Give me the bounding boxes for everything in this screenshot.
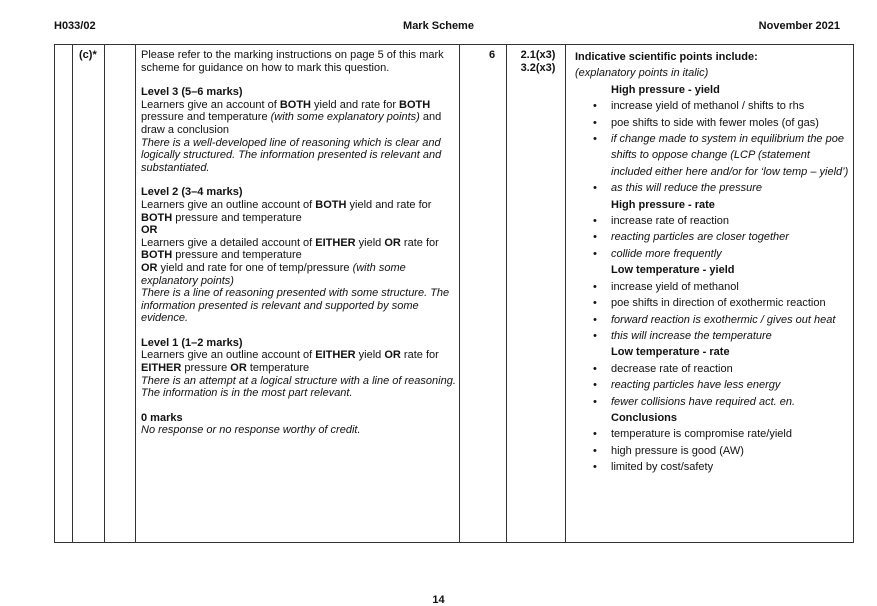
level-1-heading: Level 1 (1–2 marks) <box>141 336 243 349</box>
answer-point: • poe shifts to side with fewer moles (of gas) <box>575 115 851 131</box>
answer-point: • high pressure is good (AW) <box>575 443 851 459</box>
level-0-heading: 0 marks <box>141 411 183 424</box>
level-3-block <box>141 86 459 174</box>
answer-section-heading: Low temperature - rate <box>611 346 730 359</box>
column-divider <box>104 45 105 542</box>
level-2-block <box>141 186 459 325</box>
answer-point: • reacting particles are closer together <box>575 229 851 245</box>
answer-point-list <box>575 213 851 262</box>
answer-point: • limited by cost/safety <box>575 459 851 475</box>
level-1-block <box>141 337 459 400</box>
level-3-description: Learners give an account of BOTH yield and rate for BOTH pressure and temperature (with some explanatory points) and draw a conclusion <box>141 98 442 136</box>
answer-section-heading: High pressure - yield <box>611 83 720 96</box>
level-3-heading: Level 3 (5–6 marks) <box>141 86 243 99</box>
answer-point: • increase yield of methanol / shifts to rhs <box>575 98 851 114</box>
answer-point: • decrease rate of reaction <box>575 361 851 377</box>
answer-section-heading: High pressure - rate <box>611 198 715 211</box>
answer-point: • forward reaction is exothermic / gives out heat <box>575 312 851 328</box>
answer-point: • temperature is compromise rate/yield <box>575 426 851 442</box>
level-2-description: Learners give an outline account of BOTH yield and rate for BOTH pressure and temperature <box>141 198 432 224</box>
answer-point-list <box>575 98 851 196</box>
column-divider <box>135 45 136 542</box>
level-0-block <box>141 412 459 437</box>
answer-point: • poe shifts in direction of exothermic reaction <box>575 295 851 311</box>
page-number: 14 <box>432 594 445 606</box>
marking-guidance <box>141 49 459 437</box>
level-1-description: Learners give an outline account of EITHER yield OR rate for EITHER pressure OR temperature <box>141 349 439 375</box>
answer-subtitle: (explanatory points in italic) <box>575 67 709 80</box>
question-number: (c)* <box>79 49 97 61</box>
answer-point: • fewer collisions have required act. en. <box>575 394 851 410</box>
answer-sections <box>575 82 851 476</box>
column-divider <box>459 45 460 542</box>
ao-code: 2.1(x3) <box>520 49 556 61</box>
answer-point-list <box>575 279 851 345</box>
column-divider <box>565 45 566 542</box>
level-2-alternative: Learners give a detailed account of EITHER yield OR rate for BOTH pressure and temperature <box>141 236 439 262</box>
assessment-objectives <box>513 49 563 76</box>
guidance-intro: Please refer to the marking instructions on page 5 of this mark scheme for guidance on how to mark this question. <box>141 49 444 74</box>
answer-point-list <box>575 361 851 410</box>
level-1-reasoning: There is an attempt at a logical structure with a line of reasoning. The information is in the most part relevant. <box>141 374 456 400</box>
marks-value: 6 <box>488 49 496 61</box>
answer-point: • as this will reduce the pressure <box>575 180 851 196</box>
level-2-or: OR <box>141 224 158 237</box>
level-2-alternative-2: OR yield and rate for one of temp/pressure (with some explanatory points) <box>141 261 406 287</box>
answer-section-heading: Conclusions <box>611 411 678 424</box>
answer-point: • this will increase the temperature <box>575 328 851 344</box>
document-date: November 2021 <box>758 20 840 32</box>
answer-section-heading: Low temperature - yield <box>611 264 735 277</box>
level-3-reasoning: There is a well-developed line of reasoning which is clear and logically structured. The information presented is relevant and substantiated. <box>141 136 442 174</box>
document-title: Mark Scheme <box>403 20 474 32</box>
answer-point: • increase yield of methanol <box>575 279 851 295</box>
answer-point: • collide more frequently <box>575 246 851 262</box>
answer-point: • reacting particles have less energy <box>575 377 851 393</box>
column-divider <box>506 45 507 542</box>
document-code: H033/02 <box>54 20 96 32</box>
column-divider <box>72 45 73 542</box>
answer-points <box>575 49 851 476</box>
level-0-description: No response or no response worthy of credit. <box>141 424 361 437</box>
ao-code: 3.2(x3) <box>520 62 556 75</box>
answer-point: • increase rate of reaction <box>575 213 851 229</box>
answer-point: • if change made to system in equilibrium the poe shifts to oppose change (LCP (statement included either here and/or for ‘low temp – yield’) <box>575 131 851 180</box>
level-2-heading: Level 2 (3–4 marks) <box>141 186 243 199</box>
level-2-reasoning: There is a line of reasoning presented with some structure. The information presented is relevant and supported by some evidence. <box>141 287 450 325</box>
answer-point-list <box>575 426 851 475</box>
answer-title: Indicative scientific points include: <box>575 51 758 63</box>
mark-scheme-table <box>54 44 854 543</box>
